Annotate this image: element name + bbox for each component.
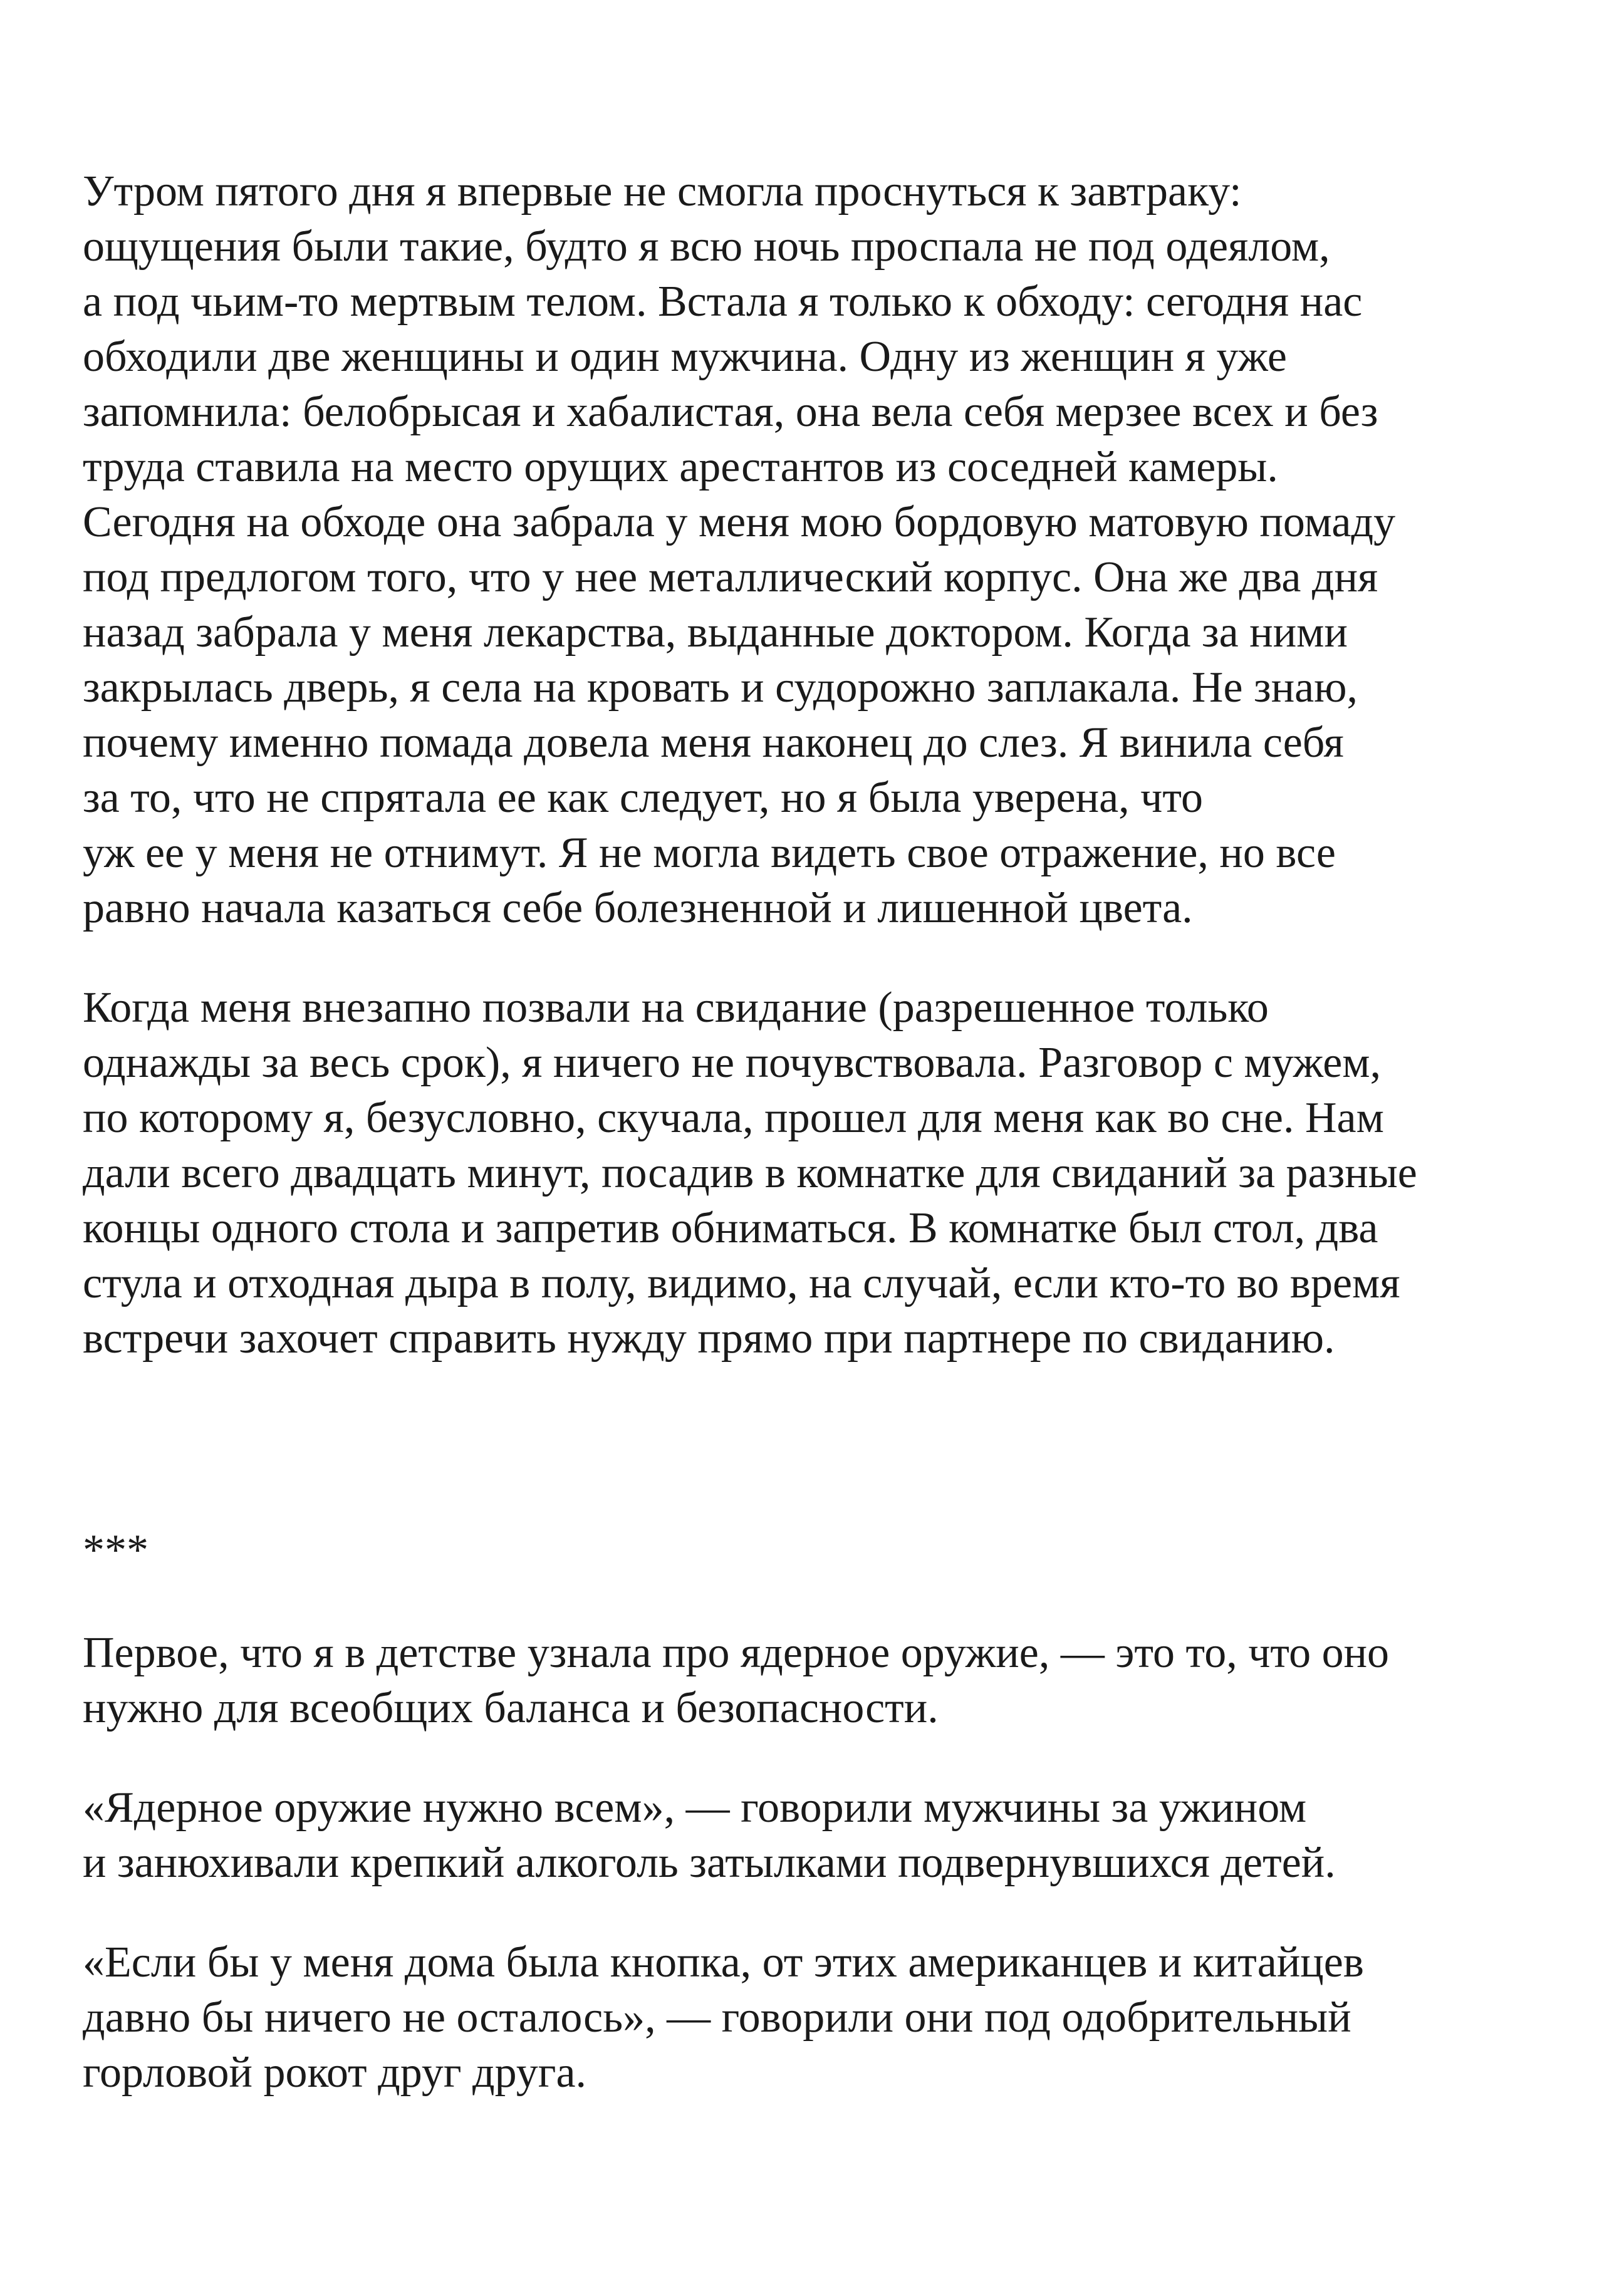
text-line: а под чьим-то мертвым телом. Встала я только к обходу: сегодня нас <box>83 278 1363 326</box>
text-line: ощущения были такие, будто я всю ночь проспала не под одеялом, <box>83 222 1330 271</box>
text-line: запомнила: белобрысая и хабалистая, она вела себя мерзее всех и без <box>83 388 1378 436</box>
text-line: концы одного стола и запретив обниматься. В комнатке был стол, два <box>83 1204 1378 1252</box>
text-line: Когда меня внезапно позвали на свидание (разрешенное только <box>83 984 1269 1032</box>
section-separator <box>83 1523 1561 1578</box>
text-line: дали всего двадцать минут, посадив в комнатке для свиданий за разные <box>83 1149 1417 1197</box>
text-line: равно начала казаться себе болезненной и лишенной цвета. <box>83 884 1193 932</box>
text-line: по которому я, безусловно, скучала, прошел для меня как во сне. Нам <box>83 1094 1384 1142</box>
text-line: горловой рокот друг друга. <box>83 2049 587 2097</box>
text-line: «Если бы у меня дома была кнопка, от этих американцев и китайцев <box>83 1938 1364 1987</box>
paragraph-visit <box>83 980 1561 1366</box>
text-line: назад забрала у меня лекарства, выданные доктором. Когда за ними <box>83 608 1348 657</box>
text-line: Первое, что я в детстве узнала про ядерное оружие, — это то, что оно <box>83 1629 1390 1677</box>
text-line: Сегодня на обходе она забрала у меня мою бордовую матовую помаду <box>83 498 1396 546</box>
text-line: «Ядерное оружие нужно всем», — говорили мужчины за ужином <box>83 1784 1307 1832</box>
text-line: Утром пятого дня я впервые не смогла проснуться к завтраку: <box>83 167 1242 216</box>
paragraph-quote-button <box>83 1935 1561 2101</box>
text-line: за то, что не спрятала ее как следует, но я была уверена, что <box>83 774 1204 822</box>
text-line: под предлогом того, что у нее металлический корпус. Она же два дня <box>83 553 1378 601</box>
text-line: обходили две женщины и один мужчина. Одну из женщин я уже <box>83 333 1287 381</box>
text-line: однажды за весь срок), я ничего не почувствовала. Разговор с мужем, <box>83 1039 1382 1087</box>
paragraph-nuclear-weapons <box>83 1626 1561 1736</box>
text-line: закрылась дверь, я села на кровать и судорожно заплакала. Не знаю, <box>83 663 1358 712</box>
text-line: встречи захочет справить нужду прямо при партнере по свиданию. <box>83 1314 1335 1363</box>
text-line: и занюхивали крепкий алкоголь затылками подвернувшихся детей. <box>83 1839 1336 1887</box>
text-line: уж ее у меня не отнимут. Я не могла видеть свое отражение, но все <box>83 829 1336 877</box>
document-page <box>83 164 1561 2145</box>
text-line: давно бы ничего не осталось», — говорили они под одобрительный <box>83 1993 1351 2042</box>
paragraph-quote-dinner <box>83 1780 1561 1891</box>
text-line: нужно для всеобщих баланса и безопасности. <box>83 1684 939 1732</box>
text-line: труда ставила на место орущих арестантов из соседней камеры. <box>83 443 1278 491</box>
paragraph-morning <box>83 164 1561 936</box>
text-line: почему именно помада довела меня наконец до слез. Я винила себя <box>83 719 1344 767</box>
separator-text: *** <box>83 1526 148 1574</box>
text-line: стула и отходная дыра в полу, видимо, на случай, если кто-то во время <box>83 1259 1400 1307</box>
